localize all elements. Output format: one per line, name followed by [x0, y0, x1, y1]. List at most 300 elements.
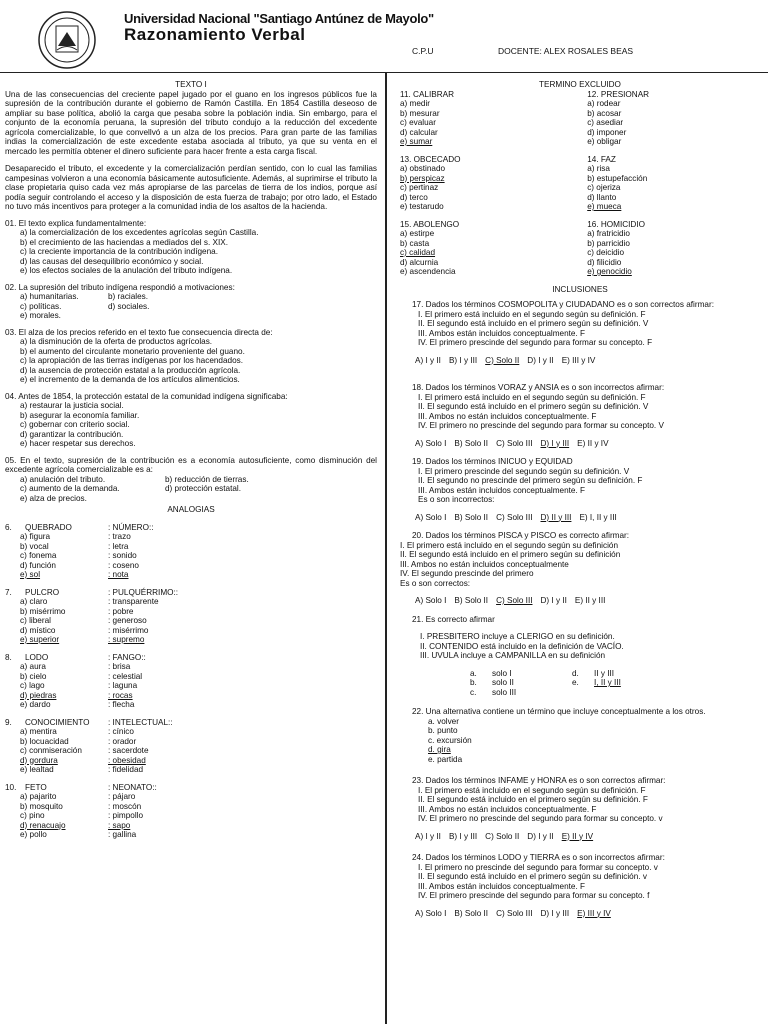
answer-row	[400, 596, 760, 606]
option-left: b) misérrimo	[20, 606, 66, 616]
option-row	[400, 678, 760, 688]
option: d) la ausencia de protección estatal a la producción agrícola.	[20, 365, 241, 375]
statement: III. Ambos están incluidos conceptualmente. F	[418, 328, 586, 338]
statement: II. El segundo no prescinde del primero según su definición. F	[418, 476, 643, 485]
analogia-option	[5, 542, 377, 552]
analogia-stem	[5, 523, 377, 533]
question-stem: 01. El texto explica fundamentalmente:	[5, 218, 147, 228]
option-right: : sapo	[108, 820, 131, 830]
option-right: : transparente	[108, 597, 159, 606]
option-pair	[5, 475, 377, 485]
termino-excluido-title: TERMINO EXCLUIDO	[539, 80, 621, 89]
university-seal-icon	[36, 10, 98, 70]
analogia-option	[5, 570, 377, 580]
option-right: : gallina	[108, 830, 137, 839]
question-stem: 11. CALIBRAR	[400, 89, 454, 99]
option-right: : generoso	[108, 616, 147, 625]
question-stem: 20. Dados los términos PISCA y PISCO es correcto afirmar:	[412, 531, 630, 540]
statement: I. El primero no prescinde del segundo para formar su concepto. v	[418, 862, 658, 872]
option: a) risa	[587, 164, 610, 173]
statement: III. UVULA incluye a CAMPANILLA en su definición	[420, 651, 606, 660]
question-stem: 05. En el texto, supresión de la contribución es a economía autosuficiente, como disminución del excedente agrícola comercializable es a:	[5, 455, 377, 474]
statement: II. El segundo está incluido en el primero según su definición. V	[418, 319, 649, 328]
option-left: e) dardo	[20, 700, 51, 709]
question-stem: 15. ABOLENGO	[400, 219, 460, 229]
analogias-title: ANALOGIAS	[167, 505, 215, 514]
option: e) obligar	[587, 137, 622, 146]
option: c) calidad	[400, 248, 436, 257]
termino-excluido-question	[400, 155, 573, 212]
analogia-term-b: : PULQUÉRRIMO::	[108, 587, 179, 597]
option-left: a) aura	[20, 662, 46, 671]
option: a) la disminución de la oferta de productos agrícolas.	[20, 337, 213, 346]
option-right: : letra	[108, 541, 129, 551]
analogia-option	[5, 746, 377, 756]
answer-row	[400, 513, 760, 523]
statement: IV. El primero prescinde del segundo para formar su concepto. f	[418, 891, 650, 900]
statement: IV. El segundo prescinde del primero	[400, 569, 534, 578]
option-right: : sacerdote	[108, 746, 149, 755]
question-stem: 18. Dados los términos VORAZ y ANSIA es o son incorrectos afirmar:	[412, 383, 665, 392]
statement: I. El primero está incluido en el segundo según su definición	[400, 540, 619, 550]
answer-option: A) Solo I	[415, 908, 447, 918]
option-right: : misérrimo	[108, 625, 149, 635]
option-right: : fidelidad	[108, 765, 144, 774]
analogia-number: 8.	[5, 652, 12, 662]
option: e) sumar	[400, 137, 433, 146]
analogia-option	[5, 802, 377, 812]
option-left: d) renacuajo	[20, 820, 66, 830]
analogia-option	[5, 700, 377, 710]
option: d) filicidio	[587, 257, 622, 267]
termino-excluido-question	[400, 220, 573, 277]
column-divider	[385, 72, 387, 1024]
analogia-option	[5, 597, 377, 607]
question	[5, 219, 377, 276]
option: d) calcular	[400, 127, 438, 137]
option: a) rodear	[587, 99, 621, 108]
option: b) raciales.	[108, 292, 149, 301]
option: c) ojeriza	[587, 183, 621, 192]
option-right: : pobre	[108, 606, 134, 616]
statement: II. CONTENIDO está incluido en la definición de VACÍO.	[420, 641, 624, 651]
option: c) la creciente importancia de la contribución indígena.	[20, 247, 218, 256]
option: b) mesurar	[400, 108, 440, 118]
option-text: solo II	[492, 678, 514, 687]
option-right: : obesidad	[108, 755, 146, 765]
texto-paragraph-1: Una de las consecuencias del creciente papel jugado por el guano en los ingresos públicos fue la supresión de la contribución durante el gobierno de Ramón Castilla. En 1854 Castilla deseoso de ampliar su base política, abolió la carga que pesaba sobre la población india. Sin embargo, para el conjunto de la economía peruana, la supresión del tributo condujo a la reducción del excedente agrícola comercializable, lo que convellvó a un alza de los precios. Para gran parte de las familias indias la comercialización de este excedente estaba asociada al tributo, ya que su venta en el mercado les permitía obtener el dinero suficiente para hacer frente a esta carga fiscal.	[5, 89, 377, 156]
option-pair	[5, 292, 377, 302]
option-text: I, II y III	[594, 678, 621, 687]
question	[5, 283, 377, 321]
analogia	[5, 783, 377, 840]
course-title: Razonamiento Verbal	[124, 25, 306, 44]
statement: I. El primero está incluido en el segundo según su definición. F	[418, 309, 646, 319]
option-pair	[5, 302, 377, 312]
statement: I. El primero está incluido en el segundo según su definición. F	[418, 392, 646, 402]
option-left: d) función	[20, 560, 56, 570]
statement: II. El segundo está incluido en el primero según su definición. F	[418, 795, 648, 804]
analogia-option	[5, 532, 377, 542]
statement: Es o son correctos:	[400, 578, 471, 588]
answer-option: E) II y IV	[577, 438, 609, 448]
answer-row	[400, 832, 760, 842]
question-stem: 19. Dados los términos INICUO y EQUIDAD	[412, 457, 573, 466]
option-right: : pájaro	[108, 792, 136, 801]
termino-excluido-list	[400, 90, 760, 277]
answer-option: D) I y II	[527, 355, 554, 365]
option: d) llanto	[587, 192, 617, 202]
option: e) los efectos sociales de la anulación del tributo indígena.	[20, 266, 233, 275]
option-right: : trazo	[108, 532, 131, 541]
options	[400, 669, 760, 698]
answer-option: A) Solo I	[415, 596, 447, 605]
option: e) alza de precios.	[20, 493, 87, 503]
option: c) gobernar con criterio social.	[20, 420, 130, 429]
question-q21	[400, 615, 760, 698]
option: d) alcurnia	[400, 257, 439, 267]
question-stem: 17. Dados los términos COSMOPOLITA y CIUDADANO es o son correctos afirmar:	[412, 300, 714, 309]
question-stem: 16. HOMICIDIO	[587, 219, 645, 229]
option-letter: d.	[572, 668, 579, 678]
statement: Es o son incorrectos:	[418, 495, 495, 504]
option: e. partida	[428, 754, 463, 764]
option: d) protección estatal.	[165, 484, 242, 493]
answer-option: D) I y II	[540, 596, 567, 605]
question-stem: 02. La supresión del tributo indígena respondió a motivaciones:	[5, 282, 235, 292]
option: c) políticas.	[20, 301, 62, 311]
question-stem: 12. PRESIONAR	[587, 89, 650, 99]
left-column	[5, 80, 377, 840]
answer-option: C) Solo III	[496, 512, 533, 522]
option-right: : coseno	[108, 560, 139, 570]
analogia-option	[5, 737, 377, 747]
option-left: b) vocal	[20, 541, 49, 551]
option: b) casta	[400, 238, 430, 248]
answer-option: C) Solo III	[496, 908, 533, 918]
option: d) las causas del desequilibrio económico y social.	[20, 256, 204, 266]
answer-option: E) II y III	[574, 596, 606, 605]
option: d) sociales.	[108, 301, 150, 311]
option: b) estupefacción	[587, 173, 648, 183]
analogia-term-b: : FANGO::	[108, 652, 146, 662]
analogia-term-b: : NEONATO::	[108, 782, 157, 792]
option: b) el crecimiento de las haciendas a mediados del s. XIX.	[20, 237, 228, 247]
option-left: c) lago	[20, 681, 45, 690]
option-right: : laguna	[108, 681, 138, 690]
analogia-option	[5, 811, 377, 821]
analogia-term-a: QUEBRADO	[25, 522, 72, 532]
analogia-stem	[5, 718, 377, 728]
option: a) obstinado	[400, 164, 446, 173]
statement: III. Ambos están incluidos conceptualmente. F	[418, 485, 586, 495]
answer-option: A) Solo I	[415, 512, 447, 522]
option: c) asediar	[587, 118, 624, 127]
answer-row	[400, 356, 760, 366]
answer-option: E) I, II y III	[579, 512, 617, 522]
statement: IV. El primero prescinde del segundo para formar su concepto. F	[418, 338, 653, 347]
statement: I. El primero prescinde del segundo según su definición. V	[418, 466, 630, 476]
termino-excluido-question	[587, 155, 760, 212]
option-left: e) superior	[20, 635, 60, 644]
termino-excluido-row	[400, 220, 760, 277]
option-left: b) cielo	[20, 671, 47, 681]
termino-excluido-row	[400, 155, 760, 212]
option-left: d) gordura	[20, 755, 58, 765]
analogia-stem	[5, 588, 377, 598]
option-letter: e.	[572, 678, 579, 687]
option-row	[400, 688, 760, 698]
answer-row	[400, 909, 760, 919]
analogia	[5, 588, 377, 645]
analogia-option	[5, 792, 377, 802]
analogia-number: 10.	[5, 782, 17, 792]
inclusiones-title: INCLUSIONES	[552, 284, 608, 294]
answer-option: A) Solo I	[415, 438, 447, 448]
option-letter: c.	[470, 687, 477, 697]
statement: IV. El primero no prescinde del segundo para formar su concepto. v	[418, 814, 663, 823]
analogias-list	[5, 523, 377, 840]
question	[5, 456, 377, 504]
question-q17	[400, 300, 760, 365]
option-right: : rocas	[108, 690, 133, 700]
option-letter: b.	[470, 678, 477, 687]
option-text: solo III	[492, 687, 517, 697]
option-letter: a.	[470, 668, 477, 678]
option: e) mueca	[587, 202, 622, 211]
texto-title: TEXTO I	[175, 80, 207, 89]
option: d) imponer	[587, 127, 627, 137]
option-left: a) mentira	[20, 727, 57, 736]
answer-option: E) II y IV	[561, 831, 594, 841]
option: d. gira	[428, 745, 451, 754]
analogia-option	[5, 662, 377, 672]
analogia-option	[5, 756, 377, 766]
option-right: : sonido	[108, 551, 137, 560]
option-left: a) figura	[20, 532, 51, 541]
header	[0, 0, 768, 72]
analogia-option	[5, 607, 377, 617]
option: e) testarudo	[400, 202, 444, 211]
answer-option: B) Solo II	[454, 596, 489, 605]
analogia-term-a: PULCRO	[25, 587, 60, 597]
statement: I. El primero está incluido en el segundo según su definición. F	[418, 785, 646, 795]
answer-option: D) I y III	[540, 908, 570, 918]
option: a) fratricidio	[587, 229, 630, 238]
statement: III. Ambos no están incluidos conceptualmente	[400, 559, 569, 569]
statement: III. Ambos están incluidos conceptualmente. F	[418, 881, 586, 891]
option-right: : orador	[108, 736, 137, 746]
question-q23	[400, 776, 760, 841]
option-left: c) fonema	[20, 551, 57, 560]
option: d) garantizar la contribución.	[20, 429, 124, 439]
answer-option: C) Solo III	[496, 438, 533, 448]
option: c) evaluar	[400, 118, 436, 127]
question-stem: 21. Es correcto afirmar	[412, 614, 495, 624]
option-right: : pimpollo	[108, 811, 144, 820]
analogia-option	[5, 765, 377, 775]
analogia-term-b: : NÚMERO::	[108, 522, 154, 532]
option-right: : cínico	[108, 727, 134, 736]
option-left: c) pino	[20, 811, 45, 820]
option-text: II y III	[594, 668, 615, 678]
analogia-option	[5, 616, 377, 626]
question-q22	[400, 707, 760, 764]
question-stem: 22. Una alternativa contiene un término que incluye conceptualmente a los otros.	[412, 707, 706, 716]
analogia-term-a: CONOCIMIENTO	[25, 717, 90, 727]
answer-option: A) I y II	[415, 355, 441, 365]
termino-excluido-row	[400, 90, 760, 147]
statement: III. Ambos no están incluidos conceptualmente. F	[418, 804, 597, 814]
right-column	[400, 80, 760, 918]
option-right: : moscón	[108, 801, 142, 811]
analogia	[5, 523, 377, 580]
option: e) el incremento de la demanda de los artículos alimenticios.	[20, 375, 240, 384]
answer-option: C) Solo III	[496, 596, 533, 605]
option-left: e) pollo	[20, 830, 47, 839]
question-stem: 23. Dados los términos INFAME y HONRA es o son correctos afirmar:	[412, 776, 666, 785]
answer-option: A) I y II	[415, 831, 441, 841]
question	[5, 392, 377, 449]
option: b) asegurar la economía familiar.	[20, 410, 140, 420]
analogia-stem	[5, 783, 377, 793]
option: c) la apropiación de las tierras indígenas por los hacendados.	[20, 356, 244, 365]
statement: II. El segundo está incluido en el primero según su definición. v	[418, 872, 647, 881]
analogia-option	[5, 635, 377, 645]
termino-excluido-question	[587, 220, 760, 277]
option-left: c) conmiseración	[20, 746, 82, 755]
analogia-term-b: : INTELECTUAL::	[108, 717, 173, 727]
option-left: d) místico	[20, 625, 56, 635]
statement: IV. El primero no prescinde del segundo para formar su concepto. V	[418, 421, 664, 430]
option: a) restaurar la justicia social.	[20, 401, 124, 410]
statement: II. El segundo está incluido en el primero según su definición	[400, 550, 621, 559]
option-right: : celestial	[108, 671, 143, 681]
analogia-number: 9.	[5, 717, 12, 727]
option-pair	[5, 484, 377, 494]
option: a) humanitarias.	[20, 292, 79, 301]
option-right: : brisa	[108, 662, 131, 671]
analogia-option	[5, 672, 377, 682]
option-left: b) locuacidad	[20, 736, 69, 746]
analogia	[5, 653, 377, 710]
inclusiones-list	[400, 300, 760, 918]
option-left: d) piedras	[20, 690, 57, 700]
option: a) la comercialización de los excedentes agrícolas según Castilla.	[20, 228, 259, 237]
option: a. volver	[428, 716, 459, 726]
option: e) genocidio	[587, 267, 632, 276]
question-q19	[400, 457, 760, 522]
option: a) anulación del tributo.	[20, 474, 106, 484]
statements	[400, 632, 760, 661]
question-q24	[400, 853, 760, 918]
header-divider	[0, 72, 768, 73]
analogia-option	[5, 830, 377, 840]
analogia-stem	[5, 653, 377, 663]
option-left: e) lealtad	[20, 765, 54, 774]
answer-option: B) Solo II	[454, 908, 489, 918]
option: b) el aumento del circulante monetario proveniente del guano.	[20, 346, 245, 356]
question-stem: 14. FAZ	[587, 154, 616, 164]
option: d) terco	[400, 192, 428, 202]
analogia-option	[5, 561, 377, 571]
statement: III. Ambos no están incluidos conceptualmente. F	[418, 411, 597, 421]
analogia-term-a: FETO	[25, 782, 47, 792]
option-letter	[572, 688, 594, 698]
question	[5, 328, 377, 385]
answer-option: C) Solo II	[485, 831, 520, 841]
option-right: : supremo	[108, 635, 145, 644]
option-left: a) claro	[20, 597, 48, 606]
statement: I. PRESBITERO incluye a CLERIGO en su definición.	[420, 632, 615, 641]
option: c) deicidio	[587, 248, 625, 257]
option-right: : nota	[108, 570, 129, 579]
analogia	[5, 718, 377, 775]
answer-row	[400, 439, 760, 449]
option: e) hacer respetar sus derechos.	[20, 439, 136, 448]
question-stem: 03. El alza de los precios referido en el texto fue consecuencia directa de:	[5, 327, 273, 337]
option: b) reducción de tierras.	[165, 474, 249, 484]
termino-excluido-question	[587, 90, 760, 147]
analogia-option	[5, 626, 377, 636]
option: b) perspicaz	[400, 173, 445, 183]
statement: II. El segundo está incluido en el primero según su definición. V	[418, 402, 649, 411]
option: c. excursión	[428, 735, 472, 745]
analogia-number: 7.	[5, 587, 12, 597]
option-row	[400, 669, 760, 679]
option: a) estirpe	[400, 229, 435, 238]
option: c) aumento de la demanda.	[20, 484, 120, 493]
analogia-number: 6.	[5, 522, 12, 532]
option-left: c) liberal	[20, 616, 51, 625]
question-q20	[400, 531, 760, 606]
answer-option: E) III y IV	[561, 355, 596, 365]
analogia-option	[5, 821, 377, 831]
option-text: solo I	[492, 668, 512, 678]
termino-excluido-question	[400, 90, 573, 147]
question-stem: 04. Antes de 1854, la protección estatal de la comunidad indígena significaba:	[5, 391, 288, 401]
option: b) parricidio	[587, 238, 630, 248]
question-q18	[400, 383, 760, 448]
answer-option: B) Solo II	[454, 512, 489, 522]
analogia-term-a: LODO	[25, 652, 49, 662]
analogia-option	[5, 691, 377, 701]
analogia-option	[5, 681, 377, 691]
option: a) medir	[400, 99, 431, 108]
option-left: a) pajarito	[20, 792, 57, 801]
answer-option: D) I y II	[527, 831, 554, 841]
option: e) ascendencia	[400, 267, 456, 276]
answer-option: B) I y III	[448, 355, 478, 365]
option: c) pertinaz	[400, 183, 439, 192]
comprehension-questions	[5, 219, 377, 504]
answer-option: D) I y III	[540, 438, 570, 448]
option: b) acosar	[587, 108, 622, 118]
option-right: : flecha	[108, 700, 135, 709]
cpu-label: C.P.U	[412, 46, 434, 56]
answer-option: B) Solo II	[454, 438, 489, 448]
option-left: e) sol	[20, 570, 41, 579]
answer-option: C) Solo II	[485, 355, 520, 365]
question-stem: 13. OBCECADO	[400, 154, 461, 164]
texto-paragraph-2: Desaparecido el tributo, el excedente y la comercialización perdían sentido, con lo cual las familias campesinas volvieron a una economía básicamente autosuficiente. Además, al suprimirse el tributo la clase propietaria quiso cada vez más apropiarse de las parcelas de tierra de los indios, porque así podía seguir controlando el acceso y la disposición de esta fuerza de trabajo; por otro lado, el Estado no tuvo más incentivos para proteger a la comunidad india de los asaltos de la hacienda.	[5, 164, 377, 211]
option: b. punto	[428, 726, 458, 735]
docente-label: DOCENTE: ALEX ROSALES BEAS	[498, 46, 634, 56]
analogia-option	[5, 727, 377, 737]
answer-option: D) II y III	[540, 512, 572, 522]
option-left: b) mosquito	[20, 801, 63, 811]
answer-option: E) III y IV	[577, 908, 611, 918]
